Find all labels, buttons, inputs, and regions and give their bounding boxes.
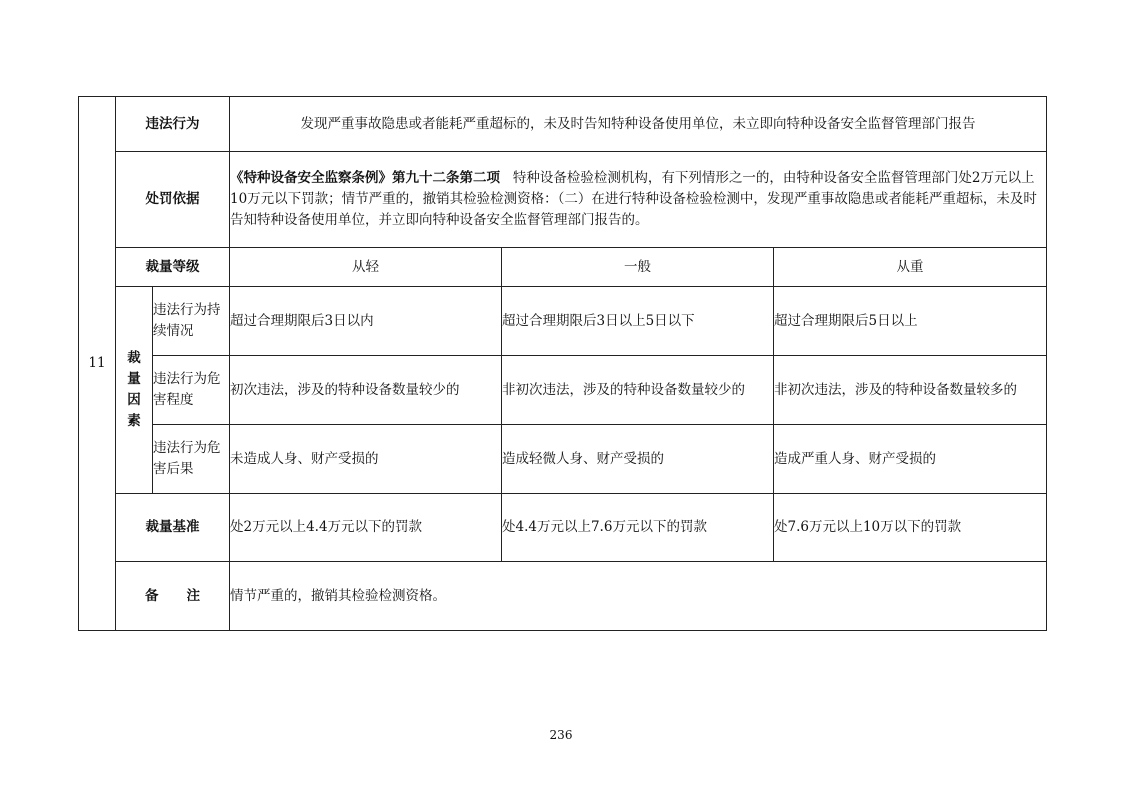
discretion-factors-label [116,287,153,494]
factor-row-consequence [79,425,1047,494]
factor-value-lenient: 超过合理期限后3日以内 [230,287,502,356]
level-general: 一般 [502,248,774,287]
discretion-levels-row [79,248,1047,287]
factor-row-duration [79,287,1047,356]
level-lenient: 从轻 [230,248,502,287]
factor-value-general: 超过合理期限后3日以上5日以下 [502,287,774,356]
factor-label: 违法行为危害程度 [153,356,230,425]
penalty-basis-label: 处罚依据 [116,152,230,248]
discretion-levels-label: 裁量等级 [116,248,230,287]
factor-value-lenient: 未造成人身、财产受损的 [230,425,502,494]
remarks-row [79,562,1047,631]
factor-value-severe: 非初次违法，涉及的特种设备数量较多的 [774,356,1047,425]
factors-label-char: 素 [127,413,141,429]
discretion-standard-label: 裁量基准 [116,494,230,562]
violation-label: 违法行为 [116,97,230,152]
level-severe: 从重 [774,248,1047,287]
factor-value-severe: 超过合理期限后5日以上 [774,287,1047,356]
standard-general: 处4.4万元以上7.6万元以下的罚款 [502,494,774,562]
standard-lenient: 处2万元以上4.4万元以下的罚款 [230,494,502,562]
penalty-basis-content [230,152,1047,248]
factor-value-general: 造成轻微人身、财产受损的 [502,425,774,494]
factor-value-severe: 造成严重人身、财产受损的 [774,425,1047,494]
penalty-discretion-table [78,96,1047,631]
factors-label-char: 因 [127,392,141,408]
factors-label-char: 量 [127,371,141,387]
violation-text: 发现严重事故隐患或者能耗严重超标的，未及时告知特种设备使用单位，未立即向特种设备安全监督管理部门报告 [230,97,1047,152]
discretion-standard-row [79,494,1047,562]
violation-row [79,97,1047,152]
item-number: 11 [79,97,116,631]
factor-value-general: 非初次违法，涉及的特种设备数量较少的 [502,356,774,425]
factor-label: 违法行为持续情况 [153,287,230,356]
remarks-text: 情节严重的，撤销其检验检测资格。 [230,562,1047,631]
factor-value-lenient: 初次违法，涉及的特种设备数量较少的 [230,356,502,425]
penalty-basis-text: 特种设备检验检测机构，有下列情形之一的，由特种设备安全监督管理部门处2万元以上10万元以下罚款；情节严重的，撤销其检验检测资格：（二）在进行特种设备检验检测中，发现严重事故隐患或者能耗严重超标，未及时告知特种设备使用单位，并立即向特种设备安全监督管理部门报告的。 [230,170,1037,228]
remarks-label-text: 备注 [145,587,228,604]
standard-severe: 处7.6万元以上10万以下的罚款 [774,494,1047,562]
penalty-basis-row [79,152,1047,248]
penalty-basis-citation: 《特种设备安全监察条例》第九十二条第二项 [230,170,500,186]
factor-label: 违法行为危害后果 [153,425,230,494]
remarks-label [116,562,230,631]
page-number: 236 [549,728,573,742]
factors-label-char: 裁 [127,350,141,366]
factor-row-severity [79,356,1047,425]
